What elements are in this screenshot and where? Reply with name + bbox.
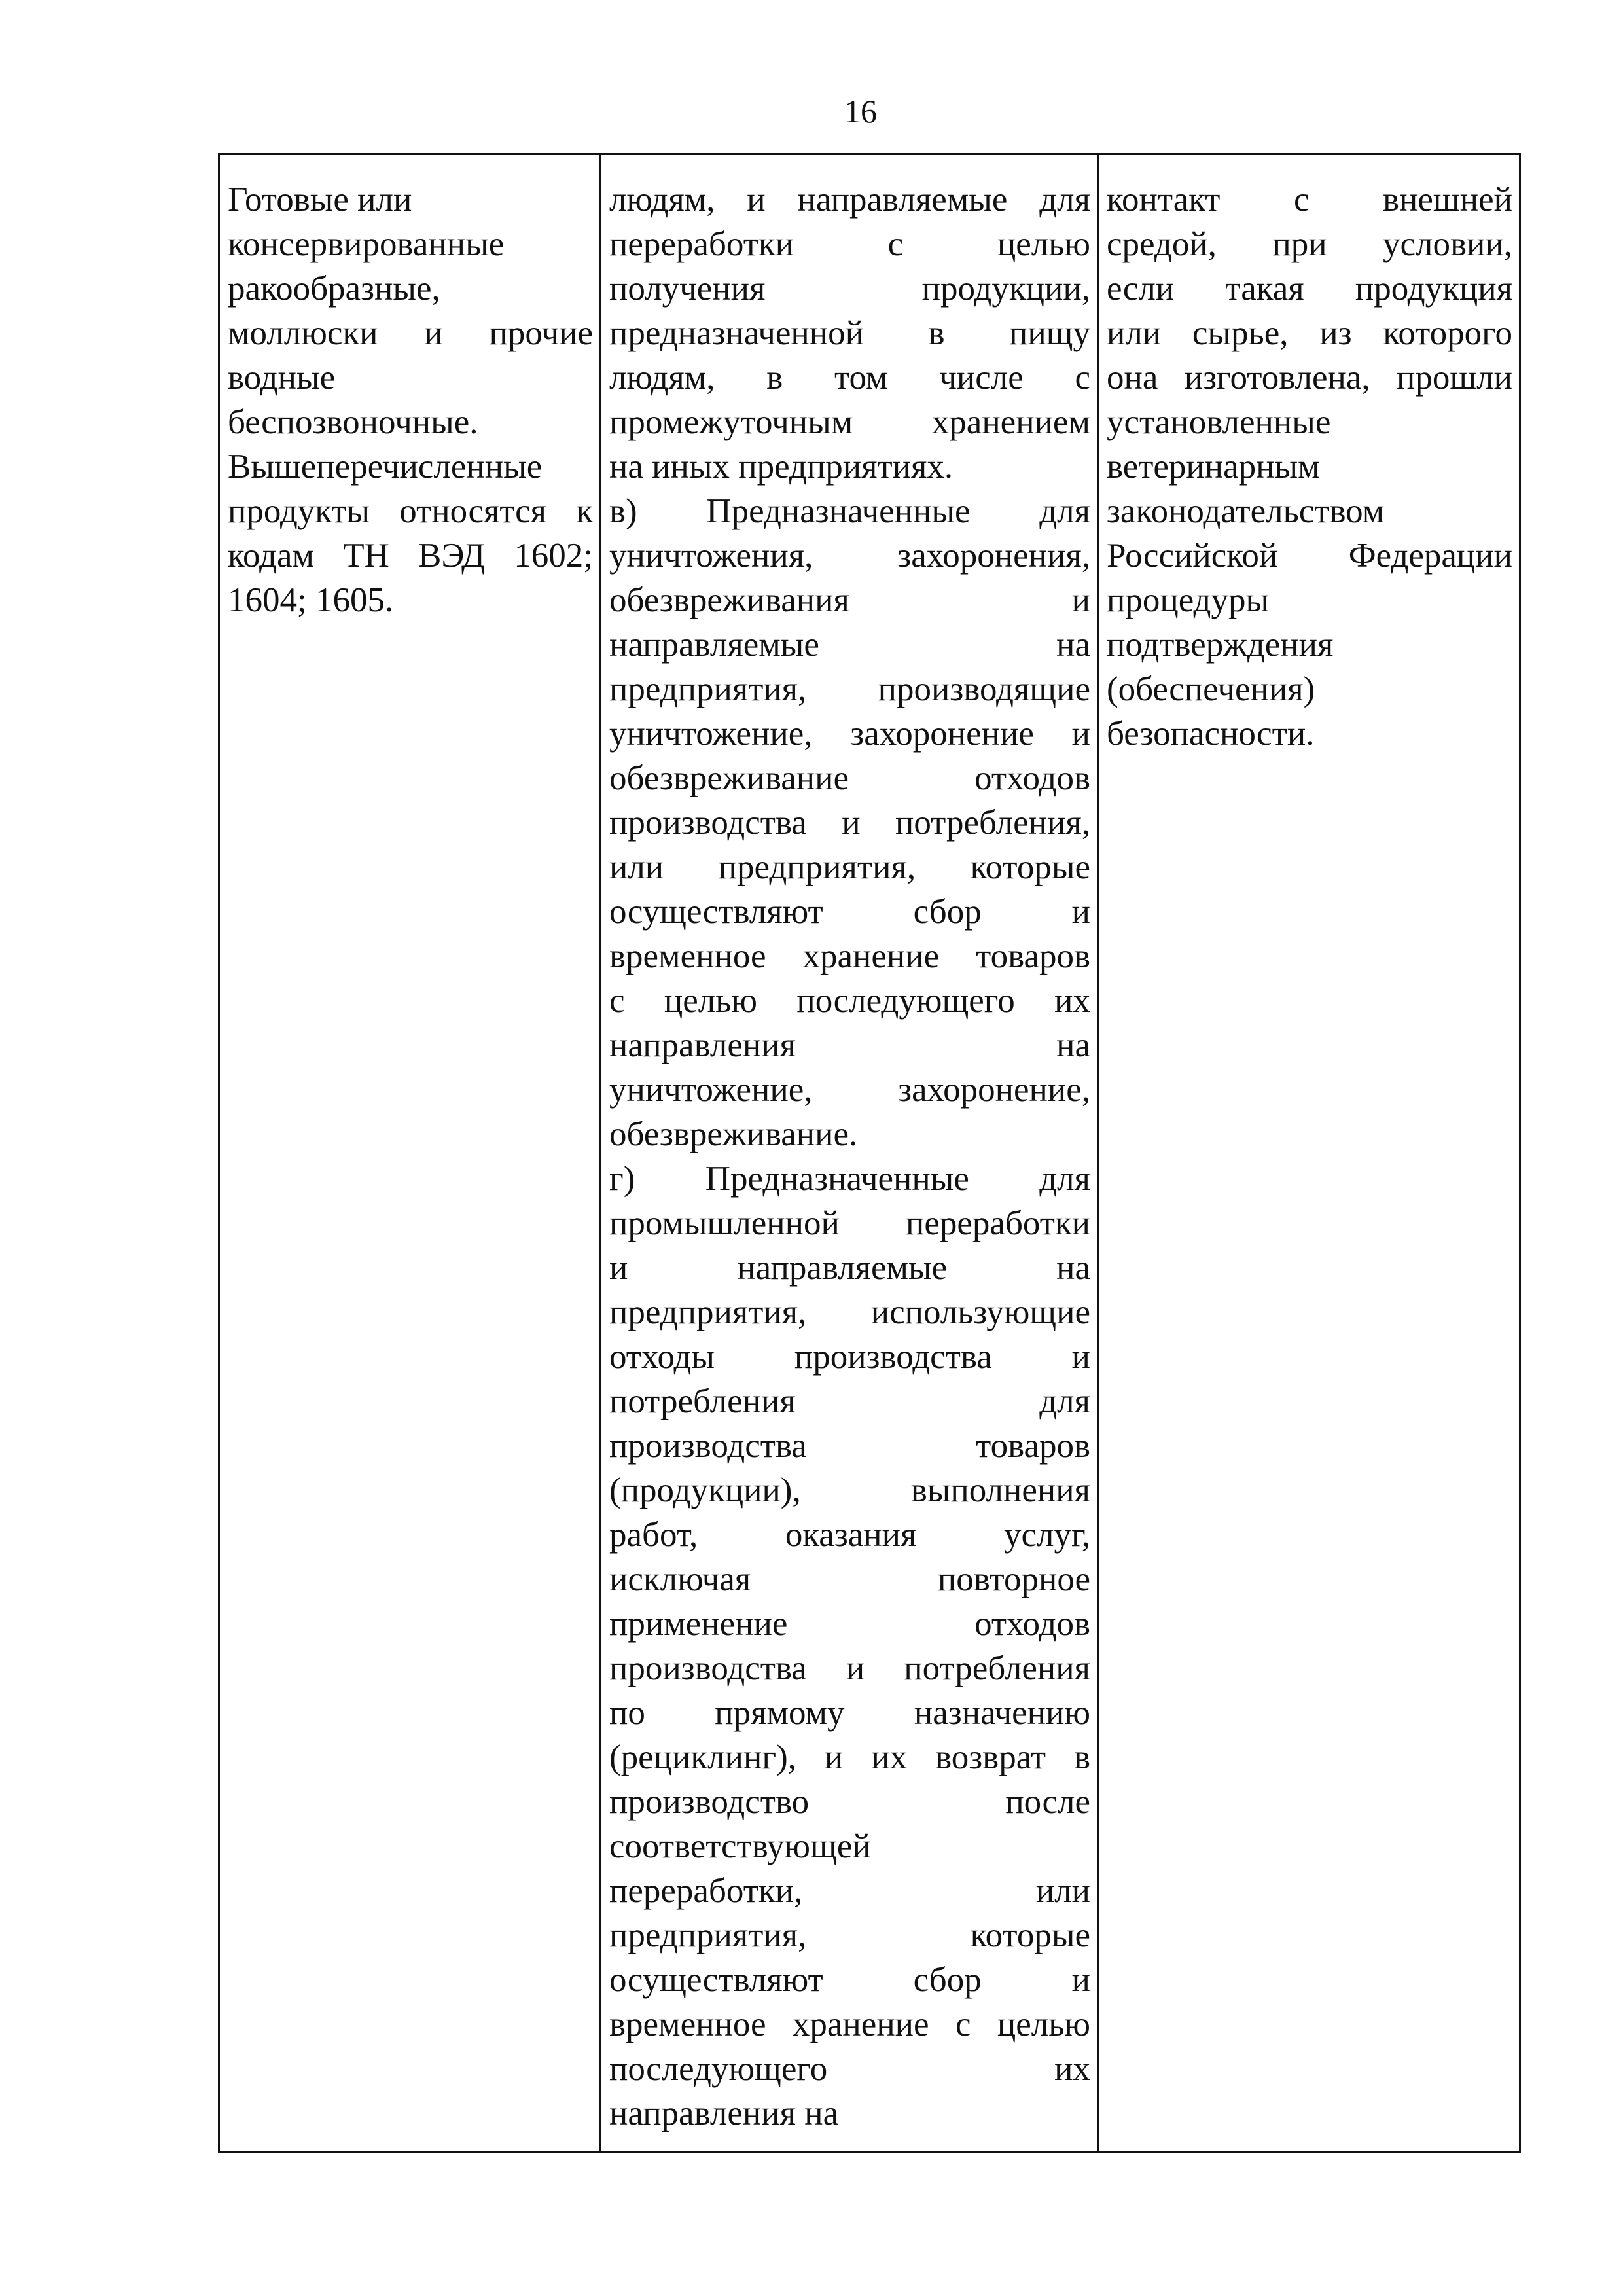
text-line: применение отходов	[609, 1605, 1090, 1643]
text-line: она изготовлена, прошли	[1107, 359, 1512, 397]
text-line: направляемые на	[609, 626, 1090, 664]
text-line: промежуточным хранением	[609, 403, 1090, 441]
text-line: подтверждения	[1107, 626, 1334, 664]
text-line: временное хранение с целью	[609, 2005, 1090, 2043]
text-line: (рециклинг), и их возврат в	[609, 1738, 1090, 1776]
text-line: людям, в том числе с	[609, 359, 1090, 397]
text-line: водные	[228, 359, 336, 397]
text-line: обезвреживания и	[609, 581, 1090, 619]
text-line: производства товаров	[609, 1427, 1090, 1465]
text-line: кодам ТН ВЭД 1602;	[228, 537, 593, 575]
text-line: уничтожение, захоронение и	[609, 715, 1090, 753]
text-line: консервированные	[228, 225, 505, 263]
text-line: безопасности.	[1107, 715, 1315, 753]
text-line: ракообразные,	[228, 270, 440, 308]
text-line: на иных предприятиях.	[609, 448, 954, 486]
text-line: Вышеперечисленные	[228, 448, 543, 486]
text-line: временное хранение товаров	[609, 937, 1090, 975]
text-line: переработки с целью	[609, 225, 1090, 263]
text-line: продукты относятся к	[228, 492, 593, 530]
text-line: направления на	[609, 2094, 839, 2132]
product-description-cell	[220, 155, 599, 2151]
text-line: осуществляют сбор и	[609, 893, 1090, 931]
text-line: ветеринарным	[1107, 448, 1320, 486]
text-line: беспозвоночные.	[228, 403, 478, 441]
text-line: обезвреживание отходов	[609, 759, 1090, 797]
text-line: 1604; 1605.	[228, 581, 394, 619]
text-line: предназначенной в пищу	[609, 314, 1090, 352]
text-line: или сырье, из которого	[1107, 314, 1512, 352]
text-line: людям, и направляемые для	[609, 181, 1090, 219]
text-line: потребления для	[609, 1382, 1090, 1420]
text-line: Готовые или	[228, 181, 412, 219]
text-line: соответствующей	[609, 1827, 871, 1865]
text-line: уничтожение, захоронение,	[609, 1071, 1090, 1109]
text-line: средой, при условии,	[1107, 225, 1512, 263]
text-line: по прямому назначению	[609, 1694, 1090, 1732]
text-line: исключая повторное	[609, 1560, 1090, 1598]
text-line: отходы производства и	[609, 1338, 1090, 1376]
purpose-description-cell	[599, 155, 1097, 2151]
text-line: предприятия, которые	[609, 1916, 1090, 1954]
text-line: (обеспечения)	[1107, 670, 1315, 708]
text-line: производства и потребления	[609, 1649, 1090, 1687]
text-line: или предприятия, которые	[609, 848, 1090, 886]
text-line: уничтожения, захоронения,	[609, 537, 1090, 575]
conditions-description-cell	[1097, 155, 1519, 2151]
text-line: переработки, или	[609, 1872, 1090, 1910]
text-line: моллюски и прочие	[228, 314, 593, 352]
text-line: с целью последующего их	[609, 982, 1090, 1020]
text-line: производства и потребления,	[609, 804, 1090, 842]
text-line: получения продукции,	[609, 270, 1090, 308]
page-number: 16	[844, 93, 877, 130]
text-line: предприятия, производящие	[609, 670, 1090, 708]
text-line: (продукции), выполнения	[609, 1471, 1090, 1509]
text-line: и направляемые на	[609, 1249, 1090, 1287]
text-line: установленные	[1107, 403, 1331, 441]
text-line: промышленной переработки	[609, 1204, 1090, 1242]
text-line: процедуры	[1107, 581, 1270, 619]
text-line: законодательством	[1107, 492, 1385, 530]
text-line: Российской Федерации	[1107, 537, 1512, 575]
document-table	[218, 153, 1521, 2153]
text-line: производство после	[609, 1783, 1090, 1821]
text-line: направления на	[609, 1026, 1090, 1064]
text-line: в) Предназначенные для	[609, 492, 1090, 530]
text-line: осуществляют сбор и	[609, 1961, 1090, 1999]
text-line: обезвреживание.	[609, 1115, 858, 1153]
text-line: предприятия, использующие	[609, 1293, 1090, 1331]
text-line: г) Предназначенные для	[609, 1160, 1090, 1198]
text-line: если такая продукция	[1107, 270, 1512, 308]
text-line: контакт с внешней	[1107, 181, 1512, 219]
text-line: работ, оказания услуг,	[609, 1516, 1090, 1554]
text-line: последующего их	[609, 2050, 1090, 2088]
